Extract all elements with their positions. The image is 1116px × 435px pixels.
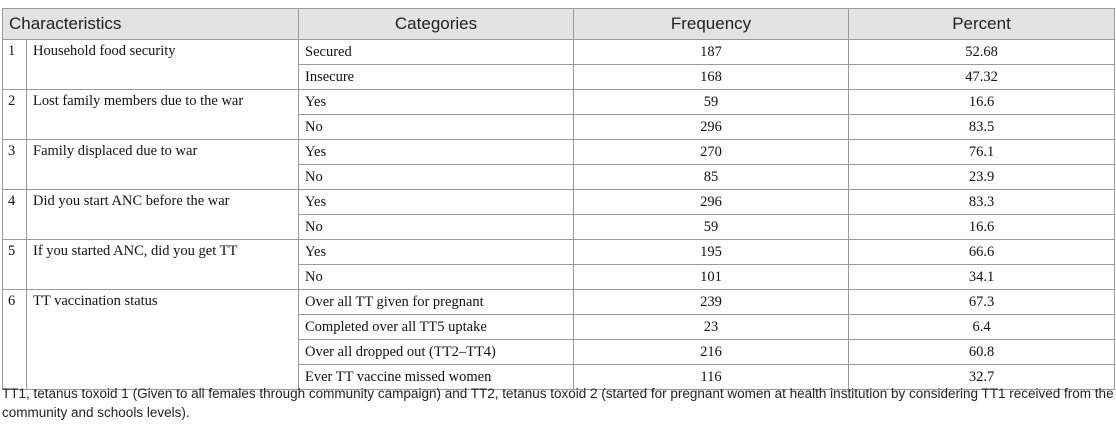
- characteristics-table: [2, 8, 1115, 390]
- frequency-cell: 168: [574, 65, 849, 90]
- row-number: 6: [3, 290, 27, 390]
- frequency-cell: 195: [574, 240, 849, 265]
- table-body: [3, 40, 1115, 390]
- category-cell: Yes: [299, 140, 574, 165]
- percent-cell: 67.3: [849, 290, 1115, 315]
- percent-cell: 47.32: [849, 65, 1115, 90]
- frequency-cell: 116: [574, 365, 849, 390]
- percent-cell: 60.8: [849, 340, 1115, 365]
- percent-cell: 23.9: [849, 165, 1115, 190]
- percent-cell: 52.68: [849, 40, 1115, 65]
- table-row: [3, 40, 1115, 65]
- category-cell: No: [299, 165, 574, 190]
- header-frequency: Frequency: [574, 9, 849, 40]
- frequency-cell: 296: [574, 190, 849, 215]
- percent-cell: 76.1: [849, 140, 1115, 165]
- category-cell: Over all dropped out (TT2–TT4): [299, 340, 574, 365]
- category-cell: Yes: [299, 90, 574, 115]
- category-cell: Secured: [299, 40, 574, 65]
- table-header-row: [3, 9, 1115, 40]
- frequency-cell: 85: [574, 165, 849, 190]
- characteristic-cell: Lost family members due to the war: [27, 90, 299, 140]
- percent-cell: 16.6: [849, 90, 1115, 115]
- table-row: [3, 140, 1115, 165]
- category-cell: Yes: [299, 190, 574, 215]
- table-row: [3, 240, 1115, 265]
- percent-cell: 32.7: [849, 365, 1115, 390]
- percent-cell: 16.6: [849, 215, 1115, 240]
- row-number: 3: [3, 140, 27, 190]
- percent-cell: 83.3: [849, 190, 1115, 215]
- characteristic-cell: If you started ANC, did you get TT: [27, 240, 299, 290]
- frequency-cell: 59: [574, 215, 849, 240]
- frequency-cell: 23: [574, 315, 849, 340]
- table-row: [3, 90, 1115, 115]
- category-cell: No: [299, 265, 574, 290]
- characteristic-cell: TT vaccination status: [27, 290, 299, 390]
- category-cell: Insecure: [299, 65, 574, 90]
- frequency-cell: 296: [574, 115, 849, 140]
- percent-cell: 34.1: [849, 265, 1115, 290]
- table-row: [3, 290, 1115, 315]
- percent-cell: 66.6: [849, 240, 1115, 265]
- category-cell: Yes: [299, 240, 574, 265]
- header-percent: Percent: [849, 9, 1115, 40]
- frequency-cell: 187: [574, 40, 849, 65]
- percent-cell: 83.5: [849, 115, 1115, 140]
- row-number: 2: [3, 90, 27, 140]
- category-cell: Ever TT vaccine missed women: [299, 365, 574, 390]
- frequency-cell: 239: [574, 290, 849, 315]
- data-table-container: [2, 8, 1114, 390]
- row-number: 5: [3, 240, 27, 290]
- category-cell: No: [299, 115, 574, 140]
- row-number: 1: [3, 40, 27, 90]
- table-footnote: TT1, tetanus toxoid 1 (Given to all females through community campaign) and TT2, tetanus toxoid 2 (started for pregnant women at health institution by considering TT1 received from the community and schools levels).: [2, 386, 1114, 420]
- row-number: 4: [3, 190, 27, 240]
- category-cell: No: [299, 215, 574, 240]
- characteristic-cell: Did you start ANC before the war: [27, 190, 299, 240]
- category-cell: Completed over all TT5 uptake: [299, 315, 574, 340]
- characteristic-cell: Household food security: [27, 40, 299, 90]
- header-characteristics: Characteristics: [3, 9, 299, 40]
- category-cell: Over all TT given for pregnant: [299, 290, 574, 315]
- frequency-cell: 270: [574, 140, 849, 165]
- table-row: [3, 190, 1115, 215]
- header-categories: Categories: [299, 9, 574, 40]
- frequency-cell: 101: [574, 265, 849, 290]
- characteristic-cell: Family displaced due to war: [27, 140, 299, 190]
- frequency-cell: 216: [574, 340, 849, 365]
- frequency-cell: 59: [574, 90, 849, 115]
- percent-cell: 6.4: [849, 315, 1115, 340]
